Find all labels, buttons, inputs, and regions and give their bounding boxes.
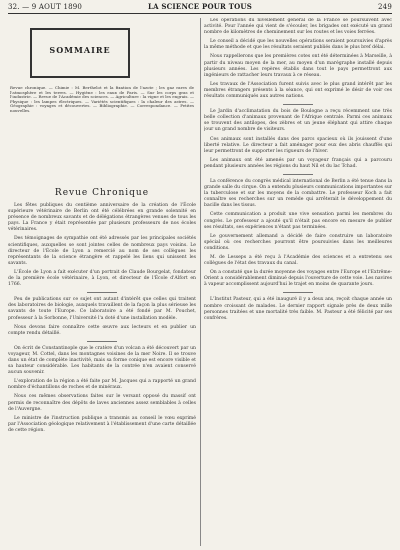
article-paragraph: Les animaux ont été amenés par un voyageur français qui a parcouru pendant plusieurs années les régions du haut Nil et du lac Tchad.	[204, 157, 392, 169]
right-column	[204, 18, 392, 546]
article-paragraph: On écrit de Constantinople que le cratère d'un volcan a été découvert par un voyageur, M. Cottel, dans les montagnes voisines de la mer Noire. Il se trouve dans un état de complète inactivité, mais sa forme conique est encore visible et sa hauteur considérable. Les habitants de la contrée n'en avaient conservé aucun souvenir.	[8, 345, 196, 376]
page-number: 249	[378, 3, 392, 11]
article-paragraph: Les fêtes publiques du centième anniversaire de la création de l'École supérieure vétérinaire de Berlin ont été célébrées en grande solennité en présence de nombreux savants et de délégations étrangères venues de tous les pays. La France y était représentée par plusieurs professeurs de nos écoles vétérinaires.	[8, 203, 196, 233]
article-paragraph: Ces animaux sont installés dans des parcs spacieux où ils jouissent d'une liberté relative. Le directeur a fait aménager pour eux des abris chauffés qui leur permettront de supporter les rigueurs de l'hiver.	[204, 136, 392, 154]
sommaire-box	[8, 18, 196, 186]
article-paragraph: M. de Lesseps a été reçu à l'Académie des sciences et a entretenu ses collègues de l'état des travaux du canal.	[204, 255, 392, 267]
publication-title: LA SCIENCE POUR TOUS	[148, 2, 252, 11]
article-paragraph: Le Jardin d'acclimatation du bois de Boulogne a reçu récemment une très belle collection d'animaux provenant de l'Afrique centrale. Parmi ces animaux se trouvent des antilopes, des zèbres et un jeune éléphant qui attire chaque jour un grand nombre de visiteurs.	[204, 109, 392, 133]
article-paragraph: Peu de publications sur ce sujet ont autant d'intérêt que celles qui traitent des laboratoires de biologie, auxquels travaillent de la façon la plus sérieuse les savants de toute l'Europe. Ce laboratoire a été fondé par M. Pouchet, professeur à la Sorbonne, l'Université l'a doté d'une installation modèle.	[8, 297, 196, 321]
sommaire-title: SOMMAIRE	[49, 45, 111, 55]
issue-date: 32. — 9 AOUT 1890	[8, 3, 83, 11]
separator	[283, 104, 313, 105]
section-title: Revue Chronique	[54, 188, 150, 198]
article-paragraph: Cette communication a produit une vive sensation parmi les membres du congrès. Le professeur a ajouté qu'il n'était pas encore en mesure de publier ses résultats, ses expériences n'étant pas terminées.	[204, 212, 392, 230]
article-paragraph: Nous devons faire connaître cette œuvre aux lecteurs et en publier un compte rendu détaillé.	[8, 324, 196, 336]
sommaire-contents: Revue chronique. — Chimie : M. Berthelot et la fixation de l'azote ; les gaz rares de l'atmosphère et les terres. — Hygiène : les eaux de Paris. — Sur les corps gras et l'industrie. — Revue de l'Académie des sciences. — Agriculture : la vigne et les engrais. — Physique : les lampes électriques. — Variétés scientifiques : la chaleur des astres. — Géographie : voyages et découvertes. — Bibliographie. — Correspondance. — Petites nouvelles.	[10, 86, 194, 113]
article-paragraph: La conférence du congrès médical international de Berlin a été tenue dans la grande salle du cirque. On a entendu plusieurs communications importantes sur la tuberculose et sur les moyens de la combattre. Le professeur Koch a fait connaître ses recherches sur un remède qui arrêterait le développement du bacille dans les tissus.	[204, 178, 392, 209]
article-paragraph: L'École de Lyon a fait exécuter d'un portrait de Claude Bourgelat, fondateur de la première école vétérinaire, à Lyon, et directeur de l'École d'Alfort en 1766.	[8, 269, 196, 288]
separator	[87, 292, 117, 293]
article-paragraph: Nous rappellerons que les premières cotes ont été déterminées à Marseille, à partir du niveau moyen de la mer, au moyen d'un marégraphe installé depuis plusieurs années. Les repères établis dans tout le pays permettront aux ingénieurs de rattacher leurs travaux à ce réseau.	[204, 54, 392, 78]
article-paragraph: On a constaté que la durée moyenne des voyages entre l'Europe et l'Extrême-Orient a considérablement diminué depuis l'ouverture de cette voie. Les navires à vapeur accomplissent aujourd'hui le trajet en moins de quarante jours.	[204, 270, 392, 288]
article-paragraph: Les travaux de l'Association furent suivis avec le plus grand intérêt par les membres étrangers présents à la séance, qui ont exprimé le désir de voir ces résultats communiqués aux autres nations.	[204, 81, 392, 100]
separator	[87, 341, 117, 342]
article-paragraph: Le gouvernement allemand a décidé de faire construire un laboratoire spécial où ces recherches pourront être poursuivies dans les meilleures conditions.	[204, 233, 392, 251]
column-rule	[200, 18, 201, 546]
separator	[283, 292, 313, 293]
article-paragraph: Le conseil a décidé que les nouvelles opérations seraient poursuivies d'après la même méthode et que les résultats seraient publiés dans le plus bref délai.	[204, 39, 392, 51]
left-column	[8, 18, 196, 546]
article-paragraph: Des témoignages de sympathie ont été adressés par les principales sociétés scientifiques, auxquelles se sont jointes celles de nombreux pays voisins. Le directeur de l'École de Lyon a remercié au nom de ses collègues les représentants de la science étrangère et rappelé les liens qui unissent les savants.	[8, 236, 196, 266]
article-paragraph: L'exploration de la région a été faite par M. Jacques qui a rapporté un grand nombre d'échantillons de roches et de minéraux.	[8, 379, 196, 391]
page-header	[8, 2, 392, 12]
article-paragraph: Nous ces mêmes observations faites sur le versant opposé du massif ont permis de reconnaître des dépôts de laves anciennes assez semblables à celles de l'Auvergne.	[8, 394, 196, 412]
article-paragraph: Le ministre de l'instruction publique a transmis au conseil le vœu exprimé par l'Association géologique relativement à l'établissement d'une carte détaillée de cette région.	[8, 415, 196, 433]
article-paragraph: L'Institut Pasteur, qui a été inauguré il y a deux ans, reçoit chaque année un nombre croissant de malades. Le dernier rapport signale près de deux mille personnes traitées et une mortalité très faible. M. Pasteur a été félicité par ses confrères.	[204, 297, 392, 321]
article-paragraph: Les opérations du nivellement général de la France se poursuivent avec activité. Pour l'année qui vient de s'écouler, les brigades ont exécuté un grand nombre de kilomètres de cheminement sur les routes et les voies ferrées.	[204, 18, 392, 36]
header-rule	[8, 13, 392, 14]
separator	[283, 174, 313, 175]
